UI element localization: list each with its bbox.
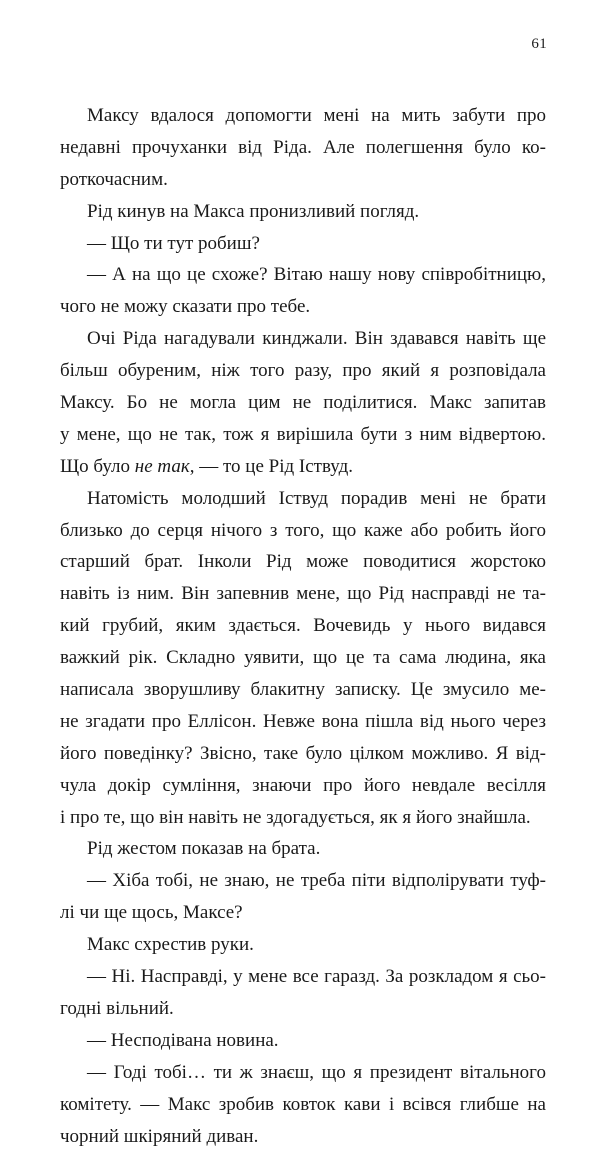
text-line: [60, 164, 546, 196]
text-line: [60, 355, 546, 387]
text-line: [60, 1121, 546, 1152]
text-line-content: і про те, що він навіть не здогадується, як я його знайшла.: [60, 807, 531, 828]
text-line-content: Очі Ріда нагадували кинджали. Він здавався навіть ще: [87, 328, 546, 349]
text-line: [60, 961, 546, 993]
text-line-content: Рід кинув на Макса пронизливий погляд.: [87, 201, 419, 222]
text-line: [60, 578, 546, 610]
text-line: [60, 865, 546, 897]
text-line: [60, 770, 546, 802]
text-line-content: недавні прочуханки від Ріда. Але полегшення було ко-: [60, 137, 546, 158]
text-line-content: комітету. — Макс зробив ковток кави і всівся глибше на: [60, 1094, 546, 1115]
text-line-content: роткочасним.: [60, 169, 168, 190]
text-line-content: написала зворушливу блакитну записку. Це змусило ме-: [60, 679, 546, 700]
text-line-content: його поведінку? Звісно, таке було цілком можливо. Я від-: [60, 743, 546, 764]
text-line-content: важкий рік. Складно уявити, що це та сама людина, яка: [60, 647, 546, 668]
text-line: [60, 993, 546, 1025]
text-line-content: Максу. Бо не могла цим не поділитися. Макс запитав: [60, 392, 546, 413]
text-line-content: Макс схрестив руки.: [87, 934, 254, 955]
text-line: [60, 259, 546, 291]
text-line-content: чорний шкіряний диван.: [60, 1126, 258, 1147]
text-line: [60, 387, 546, 419]
text-line-content: — Що ти тут робиш?: [87, 233, 260, 254]
emphasized-text: не так: [135, 456, 190, 477]
text-line-content: Що було: [60, 456, 135, 477]
text-line: [60, 1089, 546, 1121]
text-line: [60, 1025, 546, 1057]
text-line: [60, 738, 546, 770]
text-line-content: чого не можу сказати про тебе.: [60, 296, 310, 317]
text-line: [60, 483, 546, 515]
text-line: [60, 100, 546, 132]
text-line: [60, 515, 546, 547]
text-line: [60, 1057, 546, 1089]
text-line: [60, 132, 546, 164]
text-line: [60, 642, 546, 674]
text-line: [60, 929, 546, 961]
body-text: [60, 100, 546, 1152]
text-line-continuation: , — то це Рід Іствуд.: [190, 456, 353, 477]
text-line-content: у мене, що не так, тож я вирішила бути з ним відвертою.: [60, 424, 546, 445]
text-line: [60, 802, 546, 834]
text-line-content: лі чи ще щось, Максе?: [60, 902, 243, 923]
text-line-content: навіть із ним. Він запевнив мене, що Рід насправді не та-: [60, 583, 546, 604]
text-line: [60, 196, 546, 228]
text-line: [60, 833, 546, 865]
text-line-content: — Годі тобі… ти ж знаєш, що я президент вітального: [87, 1062, 546, 1083]
text-line: [60, 419, 546, 451]
page-number: 61: [531, 36, 547, 53]
text-line-content: годні вільний.: [60, 998, 174, 1019]
text-line: [60, 674, 546, 706]
text-line-content: кий грубий, яким здається. Вочевидь у нього видався: [60, 615, 546, 636]
text-line-content: чула докір сумління, знаючи про його невдале весілля: [60, 775, 546, 796]
text-line: [60, 897, 546, 929]
text-line-content: Максу вдалося допомогти мені на мить забути про: [87, 105, 546, 126]
text-line-content: більш обуреним, ніж того разу, про який я розповідала: [60, 360, 546, 381]
text-line: [60, 228, 546, 260]
text-line-content: — Несподівана новина.: [87, 1030, 279, 1051]
text-line: [60, 291, 546, 323]
text-line-content: — Хіба тобі, не знаю, не треба піти відполірувати туф-: [87, 870, 546, 891]
text-line-content: не згадати про Еллісон. Невже вона пішла від нього через: [60, 711, 546, 732]
text-line-content: Рід жестом показав на брата.: [87, 838, 320, 859]
text-line: [60, 323, 546, 355]
text-line-content: близько до серця нічого з того, що каже або робить його: [60, 520, 546, 541]
text-line: [60, 546, 546, 578]
text-line: [60, 706, 546, 738]
text-line-content: — А на що це схоже? Вітаю нашу нову співробітницю,: [87, 264, 546, 285]
text-line-content: — Ні. Насправді, у мене все гаразд. За розкладом я сьо-: [87, 966, 546, 987]
text-line: [60, 610, 546, 642]
text-line-content: старший брат. Інколи Рід може поводитися жорстоко: [60, 551, 546, 572]
text-line-content: Натомість молодший Іствуд порадив мені не брати: [87, 488, 546, 509]
text-line: [60, 451, 546, 483]
